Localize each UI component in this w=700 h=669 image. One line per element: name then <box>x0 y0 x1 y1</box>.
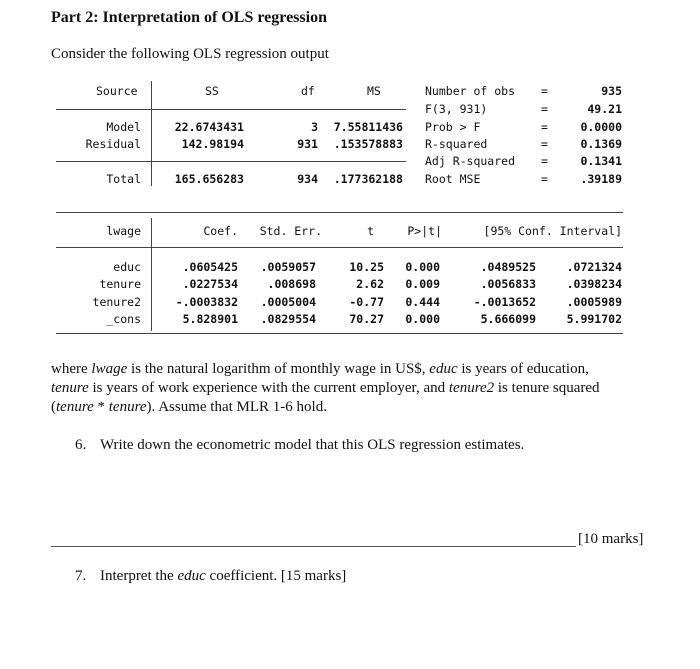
coef-row-t: 2.62 <box>356 277 384 291</box>
stat-label: Root MSE <box>425 172 481 186</box>
anova-row-ss: 22.6743431 <box>174 120 244 134</box>
coef-row-se: .0005004 <box>260 295 316 309</box>
anova-row-df: 3 <box>311 120 318 134</box>
answer-line[interactable] <box>51 546 576 547</box>
stat-value: 0.1341 <box>580 154 622 168</box>
coef-row-t: 10.25 <box>349 260 384 274</box>
anova-row-source: Residual <box>85 137 141 151</box>
anova-divider <box>151 81 152 186</box>
coef-row-ci-low: .0056833 <box>480 277 536 291</box>
coef-row-p: 0.444 <box>405 295 440 309</box>
stat-label: F(3, 931) <box>425 102 488 116</box>
desc-var: tenure <box>51 380 89 396</box>
coef-header-p: P>|t| <box>407 224 442 238</box>
q7-text-before: Interpret the <box>100 568 178 584</box>
coef-row-ci-high: .0398234 <box>566 277 622 291</box>
coef-row-coef: .0227534 <box>182 277 238 291</box>
stat-value: 0.1369 <box>580 137 622 151</box>
coef-row-t: 70.27 <box>349 312 384 326</box>
anova-header-ss: SS <box>205 84 219 98</box>
stat-equals: = <box>541 84 548 98</box>
coef-row-coef: -.0003832 <box>175 295 238 309</box>
desc-var: tenure <box>56 399 94 415</box>
stat-label: R-squared <box>425 137 488 151</box>
coef-row-t: -0.77 <box>349 295 384 309</box>
coef-row-p: 0.009 <box>405 277 440 291</box>
coef-row-se: .0059057 <box>260 260 316 274</box>
anova-row-ms: 7.55811436 <box>333 120 403 134</box>
coef-rule-bottom <box>56 333 623 334</box>
question-7 <box>75 567 346 586</box>
coef-header-t: t <box>367 224 374 238</box>
q7-var: educ <box>177 568 206 584</box>
anova-row-ms: .153578883 <box>333 137 403 151</box>
stat-equals: = <box>541 172 548 186</box>
coef-header-se: Std. Err. <box>259 224 322 238</box>
coef-rule-header <box>56 247 623 248</box>
question-6 <box>75 436 524 455</box>
stat-equals: = <box>541 102 548 116</box>
coef-row-p: 0.000 <box>405 312 440 326</box>
coef-header-coef: Coef. <box>203 224 238 238</box>
coef-row-ci-high: .0005989 <box>566 295 622 309</box>
desc-text: ( <box>51 399 56 415</box>
coef-header-dep: lwage <box>106 224 141 238</box>
coef-rule-top <box>56 212 623 213</box>
anova-row-ss: 165.656283 <box>174 172 244 186</box>
coef-row-ci-low: -.0013652 <box>473 295 536 309</box>
question-number: 6. <box>75 437 87 453</box>
coef-row-ci-high: 5.991702 <box>566 312 622 326</box>
anova-header-ms: MS <box>367 84 381 98</box>
coef-divider <box>151 218 152 331</box>
stat-label: Prob > F <box>425 120 481 134</box>
coef-row-se: .0829554 <box>260 312 316 326</box>
stat-label: Adj R-squared <box>425 154 516 168</box>
intro-text: Consider the following OLS regression output <box>51 46 329 62</box>
stat-label: Number of obs <box>425 84 516 98</box>
desc-var: lwage <box>91 361 128 377</box>
coef-row-var: educ <box>113 260 141 274</box>
coef-header-ci: [95% Conf. Interval] <box>483 224 622 238</box>
anova-row-df: 934 <box>297 172 318 186</box>
coef-row-var: tenure2 <box>92 295 141 309</box>
desc-text: * <box>93 399 109 415</box>
anova-row-source: Model <box>106 120 141 134</box>
coef-row-coef: .0605425 <box>182 260 238 274</box>
desc-var: tenure2 <box>448 380 495 396</box>
stat-value: 935 <box>601 84 622 98</box>
coef-row-ci-low: 5.666099 <box>480 312 536 326</box>
anova-row-df: 931 <box>297 137 318 151</box>
stat-equals: = <box>541 137 548 151</box>
desc-text: ). Assume that MLR 1-6 hold. <box>146 399 327 415</box>
desc-text: is years of education, <box>457 361 589 377</box>
desc-var: tenure <box>108 399 147 415</box>
anova-header-df: df <box>301 84 315 98</box>
desc-text: is the natural logarithm of monthly wage in US$, <box>127 361 430 377</box>
question-number: 7. <box>75 568 87 584</box>
coef-row-var: _cons <box>106 312 141 326</box>
desc-var: educ <box>429 361 458 377</box>
desc-text: is tenure squared <box>494 380 600 396</box>
anova-header-source: Source <box>96 84 138 98</box>
anova-rule-top <box>56 109 406 110</box>
q7-text-after: coefficient. [15 marks] <box>205 568 347 584</box>
stat-value: .39189 <box>580 172 622 186</box>
anova-rule-mid <box>56 161 406 162</box>
stat-equals: = <box>541 154 548 168</box>
coef-row-p: 0.000 <box>405 260 440 274</box>
anova-row-ms: .177362188 <box>333 172 403 186</box>
coef-row-var: tenure <box>99 277 141 291</box>
desc-text: is years of work experience with the current employer, and <box>88 380 449 396</box>
anova-row-source: Total <box>106 172 141 186</box>
question-text: Write down the econometric model that this OLS regression estimates. <box>100 437 525 453</box>
anova-row-ss: 142.98194 <box>181 137 244 151</box>
stat-value: 49.21 <box>587 102 622 116</box>
coef-row-ci-low: .0489525 <box>480 260 536 274</box>
coef-row-ci-high: .0721324 <box>566 260 622 274</box>
question-6-marks: [10 marks] <box>578 531 644 547</box>
variable-description <box>51 360 651 417</box>
page-heading: Part 2: Interpretation of OLS regression <box>51 9 327 26</box>
coef-row-se: .008698 <box>267 277 316 291</box>
question-text <box>100 568 346 584</box>
stat-equals: = <box>541 120 548 134</box>
stat-value: 0.0000 <box>580 120 622 134</box>
coef-row-coef: 5.828901 <box>182 312 238 326</box>
desc-text: where <box>51 361 92 377</box>
